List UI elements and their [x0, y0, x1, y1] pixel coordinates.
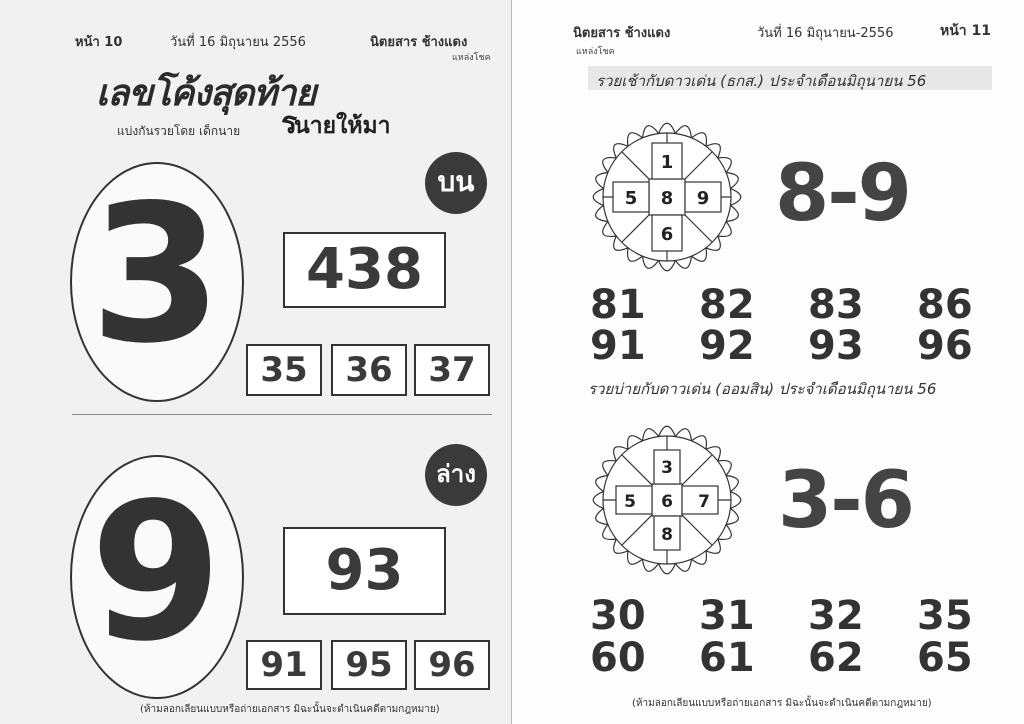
page-number: หน้า 10 [75, 35, 123, 50]
morning-pair-number: 8-9 [775, 149, 910, 239]
magazine-tagline: แหล่งโชค [452, 53, 491, 63]
number-cell: 86 [917, 282, 973, 328]
credit-text: นายให้มา [294, 113, 391, 139]
page-subtitle: แบ่งกันรวยโดย เด็กนาย [117, 124, 241, 138]
number-cell: 31 [699, 593, 755, 639]
magazine-name: นิตยสาร ช้างแดง [573, 26, 671, 41]
wheel-right-digit: 7 [698, 492, 710, 512]
number-cell: 92 [699, 323, 755, 369]
morning-row-2 [590, 323, 1024, 369]
number-cell: 60 [590, 635, 646, 681]
number-cell: 82 [699, 282, 755, 328]
number-cell: 91 [590, 323, 646, 369]
top-main-number: 438 [283, 232, 446, 308]
page-number: หน้า 11 [940, 23, 992, 39]
number-cell: 35 [917, 593, 973, 639]
wheel-center-digit: 6 [661, 492, 673, 512]
afternoon-row-2 [590, 635, 1024, 681]
morning-lotus-wheel-icon [572, 112, 762, 282]
top-sub-number: 37 [414, 344, 490, 396]
bottom-big-digit: 9 [90, 462, 223, 683]
top-sub-number: 36 [331, 344, 407, 396]
copyright-notice: (ห้ามลอกเลียนแบบหรือถ่ายเอกสาร มิฉะนั้นจะดำเนินคดีตามกฎหมาย) [140, 704, 440, 715]
top-label-badge: บน [425, 152, 487, 214]
number-cell: 30 [590, 593, 646, 639]
number-cell: 93 [808, 323, 864, 369]
wheel-left-digit: 5 [624, 188, 638, 209]
snake-logo-icon: ร [281, 106, 298, 141]
magazine-name: นิตยสาร ช้างแดง [370, 35, 468, 50]
number-cell: 61 [699, 635, 755, 681]
lotus-petal [593, 189, 603, 206]
copyright-notice: (ห้ามลอกเลียนแบบหรือถ่ายเอกสาร มิฉะนั้นจะดำเนินคดีตามกฎหมาย) [632, 698, 932, 709]
number-cell: 81 [590, 282, 646, 328]
afternoon-row-1 [590, 593, 1024, 639]
magazine-tagline: แหล่งโชค [576, 47, 615, 57]
afternoon-pair-number: 3-6 [778, 456, 913, 546]
lotus-petal [659, 123, 676, 133]
lotus-petal [731, 492, 741, 509]
number-cell: 83 [808, 282, 864, 328]
lotus-petal [731, 189, 741, 206]
number-cell: 32 [808, 593, 864, 639]
page-title: เลขโค้งสุดท้าย [96, 73, 316, 114]
number-cell: 65 [917, 635, 973, 681]
issue-date: วันที่ 16 มิถุนายน-2556 [757, 26, 894, 41]
wheel-top-digit: 1 [660, 152, 674, 173]
bottom-main-number: 93 [283, 527, 446, 615]
morning-row-1 [590, 282, 1024, 328]
wheel-bottom-digit: 6 [660, 224, 674, 245]
wheel-right-digit: 9 [696, 188, 710, 209]
lotus-petal [659, 426, 676, 436]
morning-section-title: รวยเช้ากับดาวเด่น (ธกส.) ประจำเดือนมิถุนายน 56 [596, 72, 927, 90]
afternoon-section-title: รวยบ่ายกับดาวเด่น (ออมสิน) ประจำเดือนมิถุนายน 56 [588, 380, 937, 398]
issue-date: วันที่ 16 มิถุนายน 2556 [170, 35, 306, 50]
afternoon-lotus-wheel-icon [572, 412, 762, 588]
wheel-top-digit: 3 [661, 458, 673, 478]
number-cell: 62 [808, 635, 864, 681]
bottom-sub-number: 91 [246, 640, 322, 690]
wheel-center-digit: 8 [660, 188, 674, 209]
lotus-petal [593, 492, 603, 509]
top-big-digit: 3 [90, 164, 223, 385]
lotus-petal [659, 261, 676, 271]
bottom-sub-number: 96 [414, 640, 490, 690]
number-cell: 96 [917, 323, 973, 369]
bottom-label-badge: ล่าง [425, 444, 487, 506]
section-divider [72, 414, 492, 415]
wheel-left-digit: 5 [624, 492, 636, 512]
lotus-petal [659, 564, 676, 574]
top-sub-number: 35 [246, 344, 322, 396]
bottom-sub-number: 95 [331, 640, 407, 690]
wheel-bottom-digit: 8 [661, 525, 673, 545]
